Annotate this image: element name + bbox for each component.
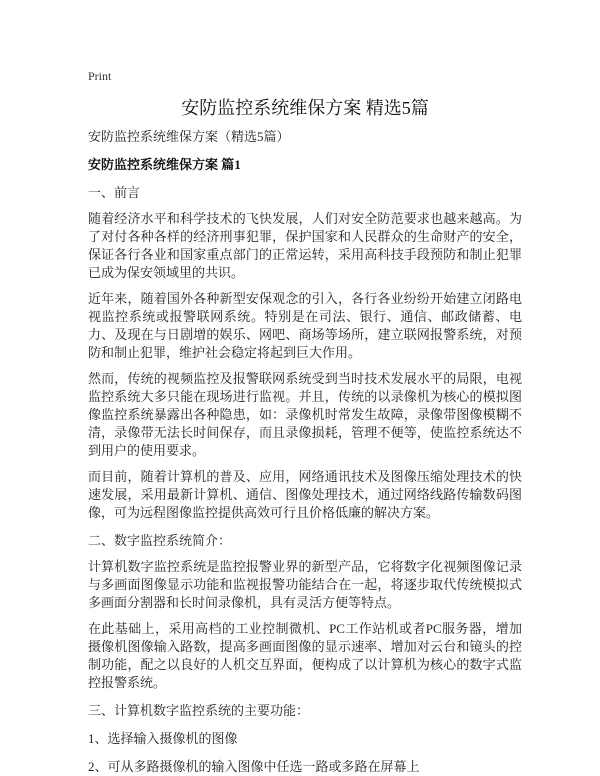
paragraph: 而目前，随着计算机的普及、应用，网络通讯技术及图像压缩处理技术的快速发展，采用最新计算机、通信、图像处理技术，通过网络线路传输数码图像，可为远程图像监控提供高效可行且价格低廉的解决方案。 <box>88 469 522 520</box>
heading-intro: 二、数字监控系统简介： <box>88 533 232 548</box>
paragraph: 在此基础上，采用高档的工业控制微机、PC工作站机或者PC服务器，增加摄像机图像输入路数，提高多画面图像的显示速率、增加对云台和镜头的控制功能，配之以良好的人机交互界面，便构成了以计算机为核心的数字式监控报警系统。 <box>88 621 522 690</box>
document-title: 安防监控系统维保方案 精选5篇 <box>181 98 429 118</box>
paragraph: 近年来，随着国外各种新型安保观念的引入，各行各业纷纷开始建立闭路电视监控系统或报警联网系统。特别是在司法、银行、通信、邮政储蓄、电力、及现在与日剧增的娱乐、网吧、商场等场所，建立联网报警系统，对预防和制止犯罪，维护社会稳定将起到巨大作用。 <box>88 291 522 360</box>
document-page <box>88 0 522 776</box>
paragraph: 计算机数字监控系统是监控报警业界的新型产品，它将数字化视频图像记录与多画面图像显示功能和监视报警功能结合在一起，将逐步取代传统模拟式多画面分割器和长时间录像机，具有灵活方便等特点。 <box>88 559 522 610</box>
heading-preface: 一、前言 <box>88 185 141 200</box>
print-label[interactable]: Print <box>88 69 112 83</box>
document-subtitle: 安防监控系统维保方案（精选5篇） <box>88 129 290 144</box>
heading-functions: 三、计算机数字监控系统的主要功能： <box>88 703 310 718</box>
paragraph: 然而，传统的视频监控及报警联网系统受到当时技术发展水平的局限，电视监控系统大多只能在现场进行监视。并且，传统的以录像机为核心的模拟图像监控系统暴露出各种隐患，如：录像机时常发生故障，录像带图像模糊不清，录像带无法长时间保存，而且录像损耗，管理不便等，使监控系统达不到用户的使用要求。 <box>88 371 522 458</box>
section-title: 安防监控系统维保方案 篇1 <box>88 157 241 172</box>
list-item: 2、可从多路摄像机的输入图像中任选一路或多路在屏幕上 <box>88 759 420 774</box>
list-item: 1、选择输入摄像机的图像 <box>88 731 238 746</box>
paragraph: 随着经济水平和科学技术的飞快发展，人们对安全防范要求也越来越高。为了对付各种各样的经济刑事犯罪，保护国家和人民群众的生命财产的安全，保证各行各业和国家重点部门的正常运转，采用高科技手段预防和制止犯罪已成为保安领域里的共识。 <box>88 211 522 280</box>
